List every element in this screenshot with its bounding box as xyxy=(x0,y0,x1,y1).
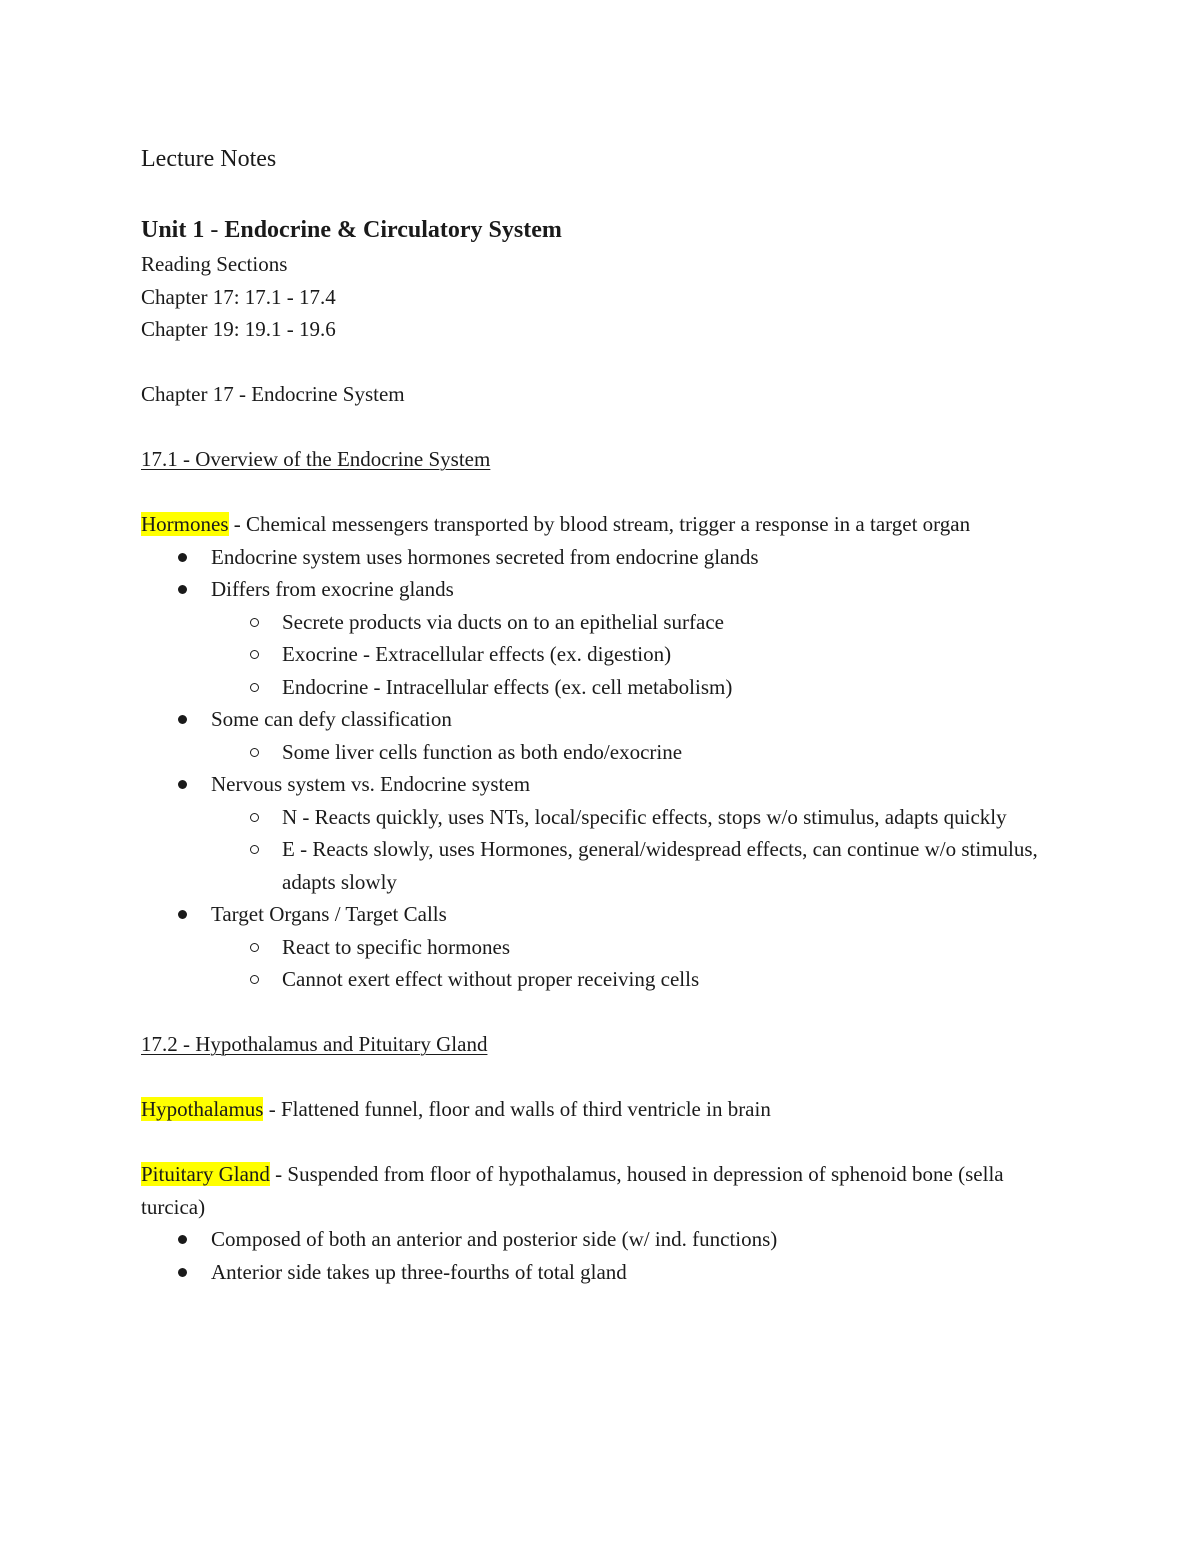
list-item-text: Some can defy classification xyxy=(211,707,452,731)
hollow-bullet-icon xyxy=(250,813,259,822)
section-2-heading xyxy=(141,1028,1061,1061)
list-item xyxy=(141,573,1061,703)
sub-list-item xyxy=(211,736,1061,769)
hormones-definition-text: - Chemical messengers transported by blood stream, trigger a response in a target organ xyxy=(228,512,971,536)
hollow-bullet-icon xyxy=(250,618,259,627)
section-1-bullet-list xyxy=(141,541,1061,996)
sub-list-item-text: E - Reacts slowly, uses Hormones, general/widespread effects, can continue w/o stimulus, adapts slowly xyxy=(282,837,1038,894)
section-2-heading-text: 17.2 - Hypothalamus and Pituitary Gland xyxy=(141,1032,488,1056)
pituitary-term: Pituitary Gland xyxy=(141,1162,270,1186)
sub-list-item xyxy=(211,606,1061,639)
bullet-icon xyxy=(178,585,187,594)
sub-list-item xyxy=(211,801,1061,834)
unit-name: Endocrine & Circulatory System xyxy=(224,217,562,243)
list-item-text: Endocrine system uses hormones secreted from endocrine glands xyxy=(211,544,759,569)
list-item xyxy=(141,1223,1061,1256)
chapter-heading: Chapter 17 - Endocrine System xyxy=(141,382,405,406)
sub-list-item-text: Some liver cells function as both endo/exocrine xyxy=(282,739,683,764)
list-item xyxy=(141,768,1061,898)
section-1-heading-text: 17.1 - Overview of the Endocrine System xyxy=(141,447,491,471)
section-1-heading xyxy=(141,443,1061,476)
spacer xyxy=(141,411,1061,444)
unit-prefix: Unit 1 xyxy=(141,217,205,243)
pituitary-definition-text: - Suspended from floor of hypothalamus, housed in depression of sphenoid bone (sella turcica) xyxy=(141,1162,1004,1219)
list-item-text: Differs from exocrine glands xyxy=(211,577,454,601)
hollow-bullet-icon xyxy=(250,845,259,854)
list-item xyxy=(141,541,1061,574)
list-item-text: Nervous system vs. Endocrine system xyxy=(211,772,531,796)
spacer xyxy=(141,476,1061,509)
reading-sections-label: Reading Sections xyxy=(141,252,288,276)
sub-list xyxy=(211,736,1061,769)
bullet-icon xyxy=(178,553,187,562)
page-title: Lecture Notes xyxy=(141,146,277,172)
hypothalamus-term: Hypothalamus xyxy=(141,1097,264,1121)
hypothalamus-definition xyxy=(141,1093,1061,1126)
bullet-icon xyxy=(178,1268,187,1277)
bullet-icon xyxy=(178,780,187,789)
hollow-bullet-icon xyxy=(250,975,259,984)
spacer xyxy=(141,346,1061,379)
sub-list-item-text: Cannot exert effect without proper receiving cells xyxy=(282,967,700,991)
sub-list-item-text: React to specific hormones xyxy=(282,934,511,959)
sub-list-item xyxy=(211,931,1061,964)
sub-list-item-text: Exocrine - Extracellular effects (ex. digestion) xyxy=(282,642,672,666)
unit-dash: - xyxy=(204,217,225,243)
list-item-text: Composed of both an anterior and posterior side (w/ ind. functions) xyxy=(211,1227,778,1251)
hollow-bullet-icon xyxy=(250,683,259,692)
document-page xyxy=(141,140,1061,1288)
sub-list-item xyxy=(211,671,1061,704)
spacer xyxy=(141,1061,1061,1094)
section-2-bullet-list xyxy=(141,1223,1061,1288)
sub-list xyxy=(211,606,1061,704)
hypothalamus-definition-text: - Flattened funnel, floor and walls of third ventricle in brain xyxy=(263,1097,771,1121)
sub-list-item xyxy=(211,963,1061,996)
list-item xyxy=(141,1256,1061,1289)
sub-list-item-text: Endocrine - Intracellular effects (ex. cell metabolism) xyxy=(282,674,733,699)
hollow-bullet-icon xyxy=(250,943,259,952)
sub-list xyxy=(211,931,1061,996)
hollow-bullet-icon xyxy=(250,748,259,757)
sub-list-item xyxy=(211,638,1061,671)
sub-list-item-text: Secrete products via ducts on to an epithelial surface xyxy=(282,609,725,634)
sub-list xyxy=(211,801,1061,899)
hormones-definition xyxy=(141,508,1061,541)
sub-list-item xyxy=(211,833,1061,898)
bullet-icon xyxy=(178,910,187,919)
list-item xyxy=(141,898,1061,996)
spacer xyxy=(141,996,1061,1029)
spacer xyxy=(141,1126,1061,1159)
list-item xyxy=(141,703,1061,768)
reading-chapter-19: Chapter 19: 19.1 - 19.6 xyxy=(141,317,336,341)
bullet-icon xyxy=(178,1235,187,1244)
hormones-term: Hormones xyxy=(141,512,229,536)
bullet-icon xyxy=(178,715,187,724)
reading-chapter-17: Chapter 17: 17.1 - 17.4 xyxy=(141,284,336,309)
hollow-bullet-icon xyxy=(250,650,259,659)
list-item-text: Target Organs / Target Calls xyxy=(211,902,447,926)
unit-heading xyxy=(141,216,1061,244)
pituitary-definition xyxy=(141,1158,1061,1223)
sub-list-item-text: N - Reacts quickly, uses NTs, local/specific effects, stops w/o stimulus, adapts quickly xyxy=(282,804,1007,829)
list-item-text: Anterior side takes up three-fourths of total gland xyxy=(211,1259,627,1284)
